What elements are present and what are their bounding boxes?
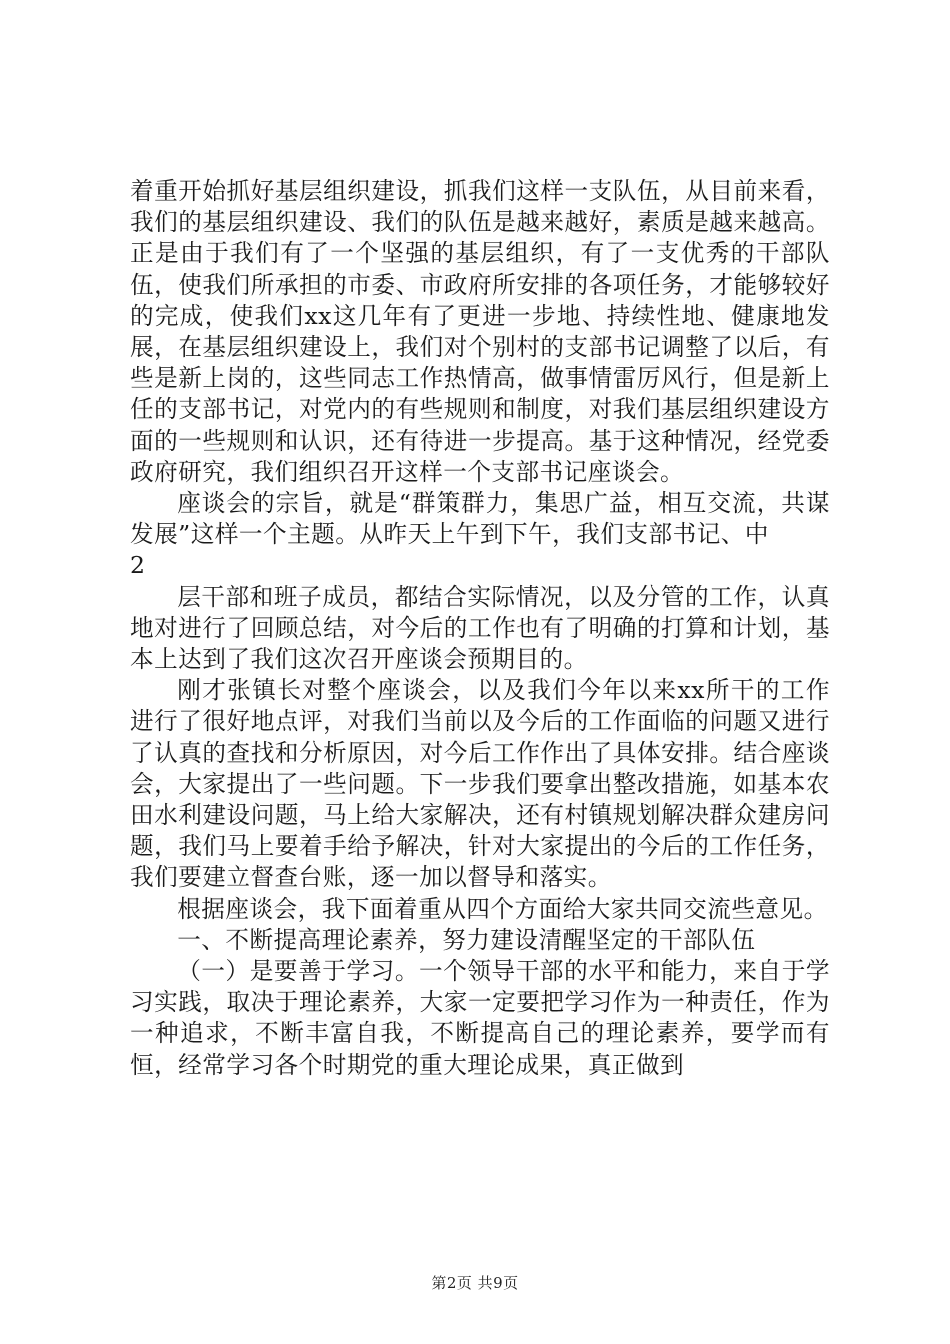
page-footer: 第2页 共9页 (431, 1274, 519, 1292)
paragraph-7: （一）是要善于学习。一个领导干部的水平和能力，来自于学习实践，取决于理论素养，大家一定要把学习作为一种责任，作为一种追求，不断丰富自我，不断提高自己的理论素养，要学而有恒，经常学习各个时期党的重大理论成果，真正做到 (130, 957, 830, 1079)
inline-page-marker: 2 (130, 551, 146, 580)
paragraph-4: 刚才张镇长对整个座谈会，以及我们今年以来xx所干的工作进行了很好地点评，对我们当前以及今后的工作面临的问题又进行了认真的查找和分析原因，对今后工作作出了具体安排。结合座谈会，大家提出了一些问题。下一步我们要拿出整改措施，如基本农田水利建设问题，马上给大家解决，还有村镇规划解决群众建房问题，我们马上要着手给予解决，针对大家提出的今后的工作任务，我们要建立督查台账，逐一加以督导和落实。 (130, 676, 830, 892)
paragraph-1: 着重开始抓好基层组织建设，抓我们这样一支队伍，从目前来看，我们的基层组织建设、我们的队伍是越来越好，素质是越来越高。正是由于我们有了一个坚强的基层组织，有了一支优秀的干部队伍，使我们所承担的市委、市政府所安排的各项任务，才能够较好的完成，使我们xx这几年有了更进一步地、持续性地、健康地发展，在基层组织建设上，我们对个别村的支部书记调整了以后，有些是新上岗的，这些同志工作热情高，做事情雷厉风行，但是新上任的支部书记，对党内的有些规则和制度，对我们基层组织建设方面的一些规则和认识，还有待进一步提高。基于这种情况，经党委政府研究，我们组织召开这样一个支部书记座谈会。 (130, 177, 830, 486)
section-heading-1: 一、不断提高理论素养，努力建设清醒坚定的干部队伍 (177, 925, 756, 954)
document-body (130, 176, 830, 1081)
paragraph-5: 根据座谈会，我下面着重从四个方面给大家共同交流些意见。 (177, 894, 828, 923)
paragraph-2: 座谈会的宗旨，就是“群策群力，集思广益，相互交流，共谋发展”这样一个主题。从昨天上午到下午，我们支部书记、中 (130, 489, 830, 549)
paragraph-3: 层干部和班子成员，都结合实际情况，以及分管的工作，认真地对进行了回顾总结，对今后的工作也有了明确的打算和计划，基本上达到了我们这次召开座谈会预期目的。 (130, 582, 830, 674)
